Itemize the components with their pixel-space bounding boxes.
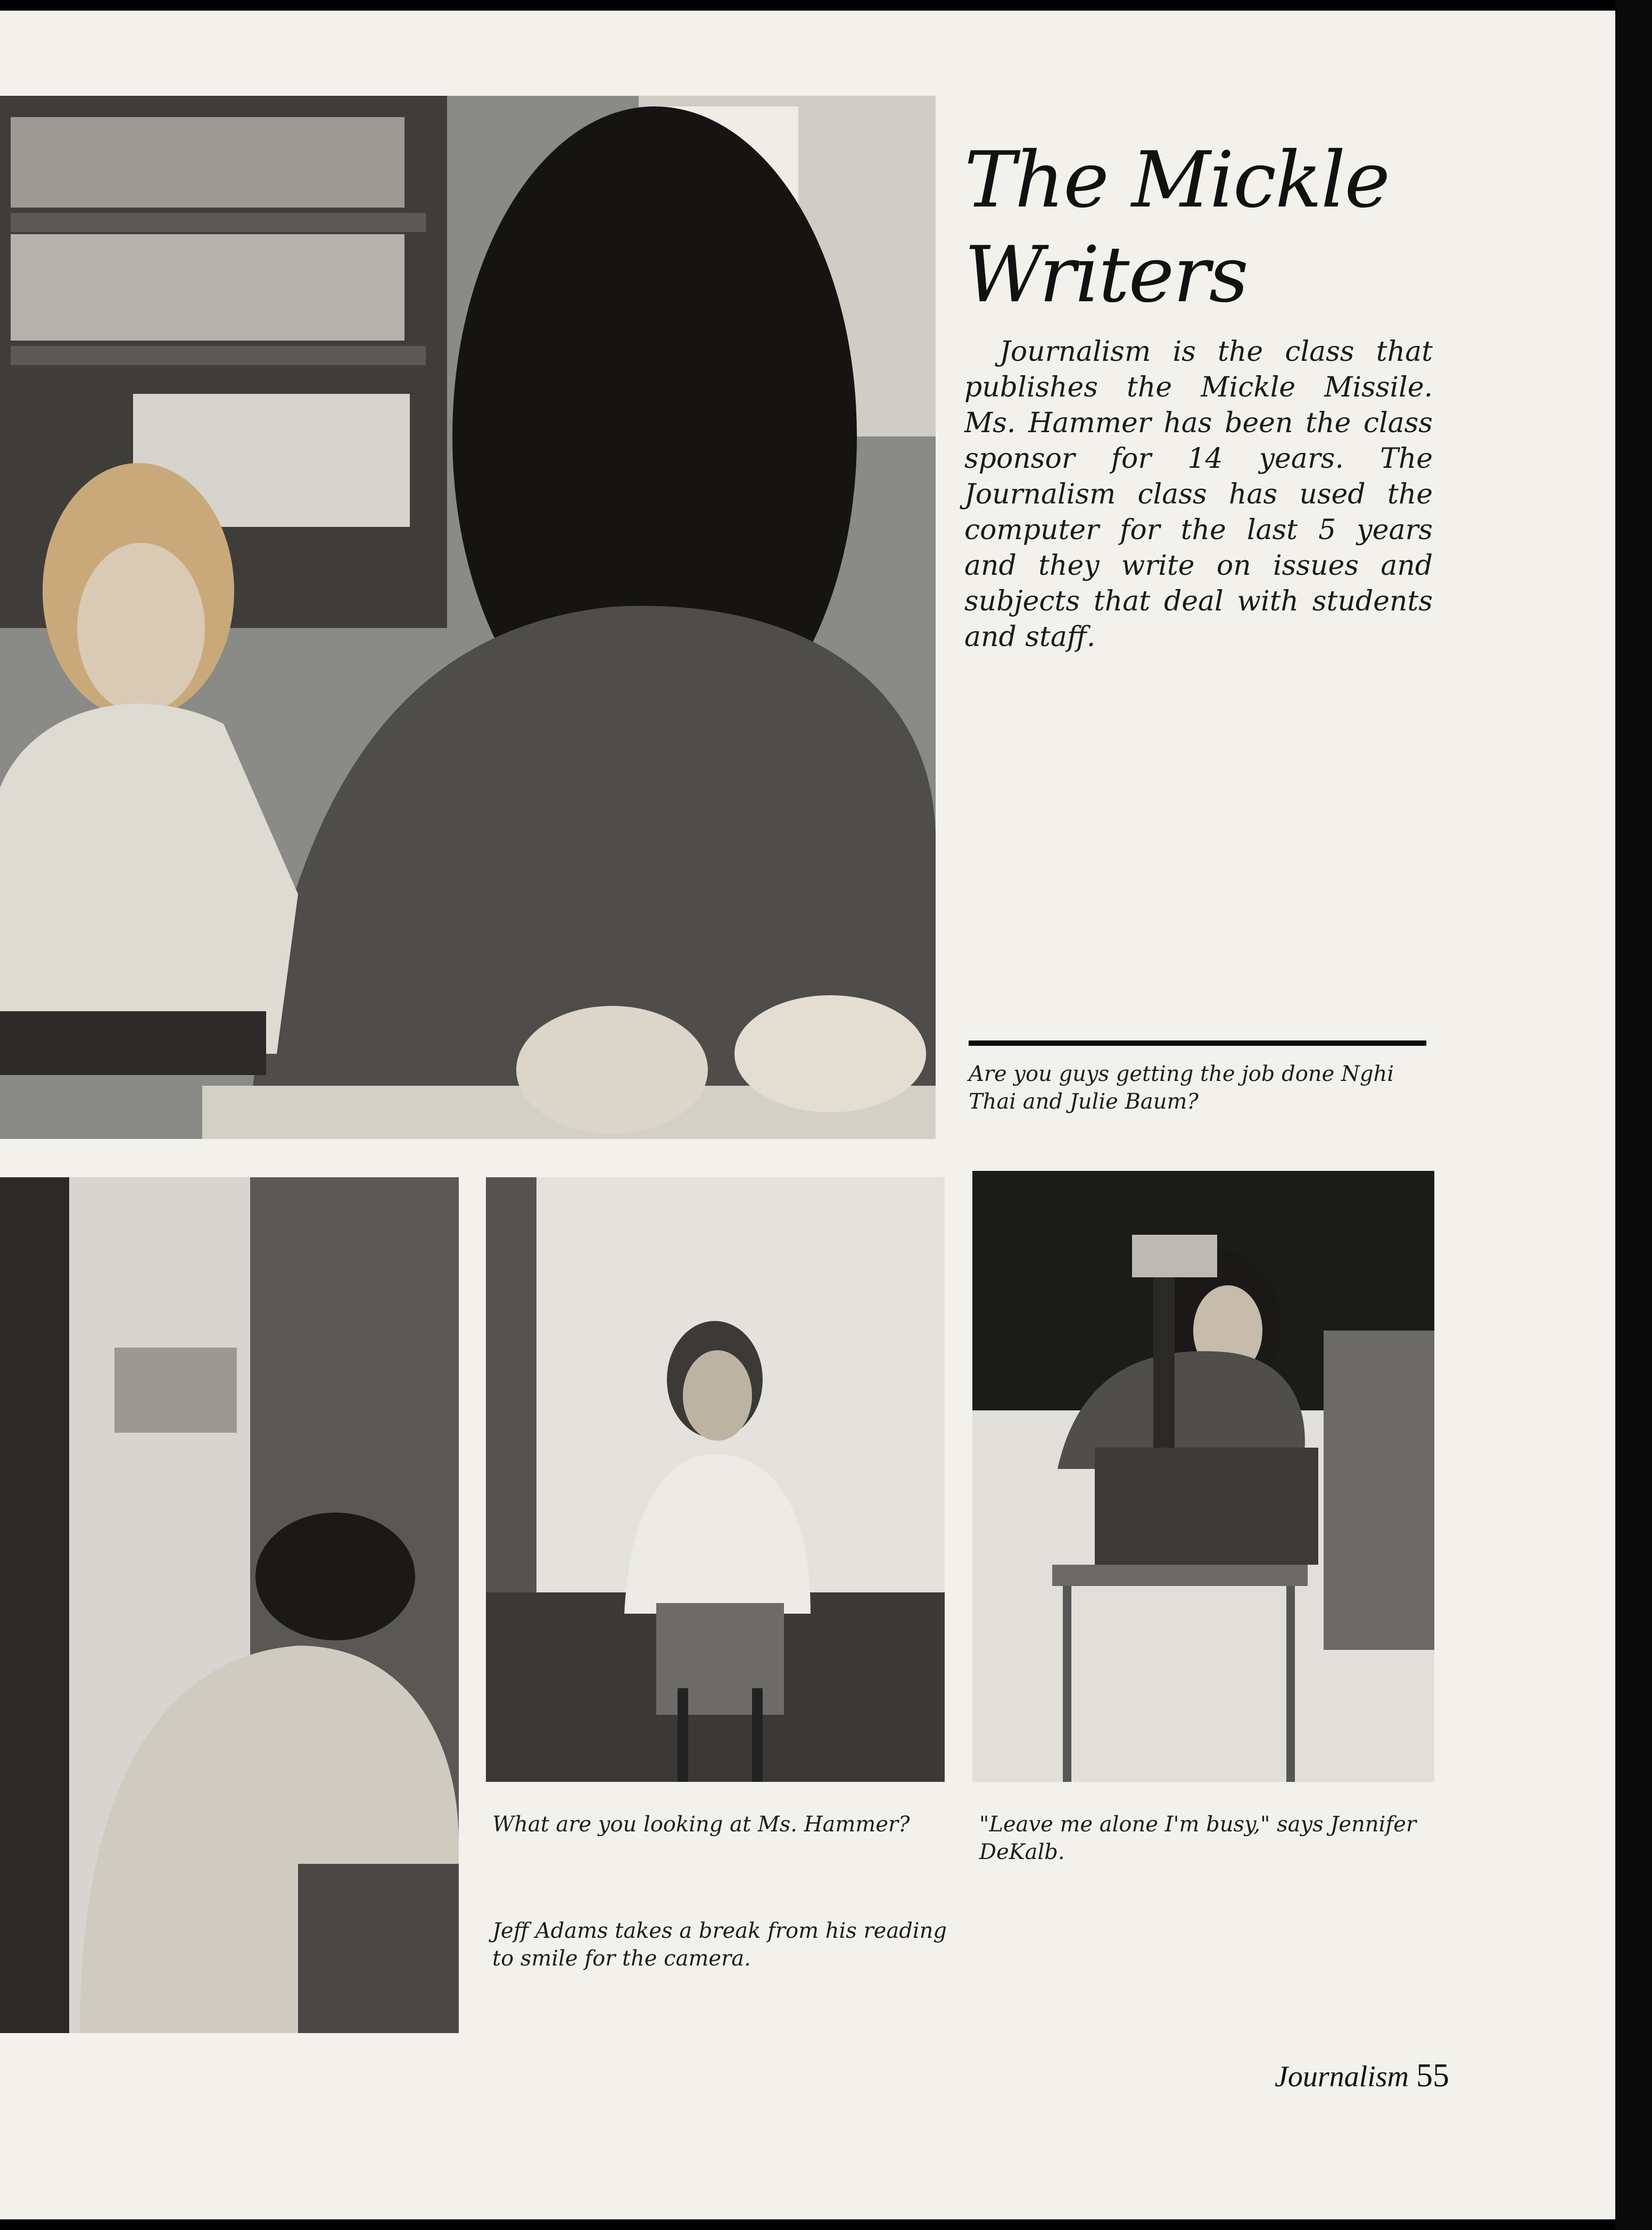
caption-rule xyxy=(969,1040,1426,1046)
page-footer xyxy=(1275,2057,1449,2095)
yearbook-page xyxy=(0,11,1615,2219)
article-body: Journalism is the class that publishes the Mickle Missile. Ms. Hammer has been the class sponsor for 14 years. The Journalism class has used the computer for the last 5 years and they write on issues and subjects that deal with students and staff. xyxy=(964,336,1433,653)
caption-top-photo: Are you guys getting the job done Nghi Thai and Julie Baum? xyxy=(969,1062,1394,1114)
left-photo xyxy=(0,1177,459,2033)
caption-left-photo: Jeff Adams takes a break from his reading to smile for the camera. xyxy=(492,1919,947,1971)
section-name: Journalism xyxy=(1275,2060,1409,2093)
page-number: 55 xyxy=(1416,2058,1449,2094)
top-photo xyxy=(0,96,936,1139)
article-title-line-1: The Mickle xyxy=(964,135,1390,225)
caption-right-photo: "Leave me alone I'm busy," says Jennifer DeKalb. xyxy=(979,1812,1416,1864)
right-photo xyxy=(972,1171,1434,1782)
article-title xyxy=(964,133,1497,323)
article-title-line-2: Writers xyxy=(964,230,1248,320)
caption-middle-photo: What are you looking at Ms. Hammer? xyxy=(492,1812,910,1837)
middle-photo xyxy=(486,1177,945,1782)
binding-edge xyxy=(1615,0,1652,2230)
